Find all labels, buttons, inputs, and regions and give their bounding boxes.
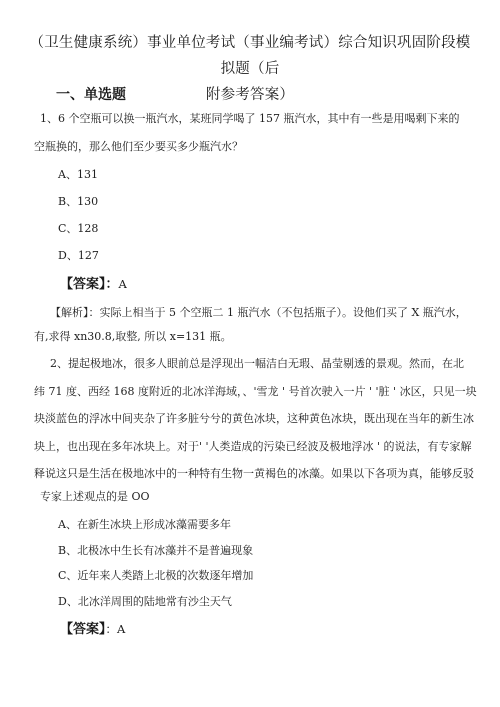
question-1-analysis-line-2: 有,求得 xn30.8,取整, 所以 x=131 瓶。	[34, 330, 232, 343]
question-1-option-b: B、130	[58, 195, 99, 208]
question-2-answer	[60, 618, 125, 637]
question-1-answer-value: A	[118, 277, 127, 291]
question-2-stem-line-5: 释说这只是生活在极地冰中的一种特有生物一黄褐色的冰藻。如果以下各项为真，能够反驳	[34, 467, 474, 480]
question-1-option-d: D、127	[58, 249, 99, 262]
question-2-stem-line-1: 2、提起极地冰，很多人眼前总是浮现出一幅洁白无瑕、晶莹剔透的景观。然而，在北	[50, 357, 464, 370]
question-1-analysis-line-1: 【解析】：实际上相当于 5 个空瓶二 1 瓶汽水（不包括瓶子）。设他们买了 X 瓶汽水，	[50, 306, 467, 319]
title-line-1: （卫生健康系统）事业单位考试（事业编考试）综合知识巩固阶段模拟题（后	[29, 35, 471, 77]
question-2-stem-line-2: 纬 71 度、西经 168 度附近的北冰洋海域，、'雪龙 ' 号首次驶入一片 ' '脏 ' 冰区，只见一块	[34, 385, 477, 398]
question-1-option-c: C、128	[58, 222, 99, 235]
question-1-stem-line-1: 1、6 个空瓶可以换一瓶汽水，某班同学喝了 157 瓶汽水，其中有一些是用喝剩下来的	[40, 112, 460, 125]
question-2-option-d: D、北冰洋周围的陆地常有沙尘天气	[58, 595, 232, 608]
question-2-answer-value: ：A	[105, 622, 126, 636]
question-2-stem-line-4: 块上，也出现在多年冰块上。对于' '人类造成的污染已经波及极地浮冰 ' 的说法，有专家解	[34, 440, 472, 453]
question-2-stem-line-6: 专家上述观点的是 OO	[40, 490, 150, 503]
question-2-option-b: B、北极冰中生长有冰藻并不是普遍现象	[58, 544, 254, 557]
question-2-option-a: A、在新生冰块上形成冰藻需要多年	[58, 518, 231, 531]
question-1-answer	[60, 273, 127, 292]
question-1-option-a: A、131	[58, 168, 98, 181]
title-line-2: 附参考答案）	[205, 87, 295, 103]
question-1-answer-label: 【答案】：	[60, 277, 119, 292]
question-2-answer-label: 【答案】	[60, 622, 106, 637]
question-2-stem-line-3: 块淡蓝色的浮冰中间夹杂了许多脏兮兮的黄色冰块，这种黄色冰块，既出现在当年的新生冰	[34, 412, 474, 425]
question-2-option-c: C、近年来人类踏上北极的次数逐年增加	[58, 569, 254, 582]
question-1-stem-line-2: 空瓶换的，那么他们至少要买多少瓶汽水？	[34, 140, 243, 153]
section-heading: 一、单选题	[56, 87, 126, 103]
